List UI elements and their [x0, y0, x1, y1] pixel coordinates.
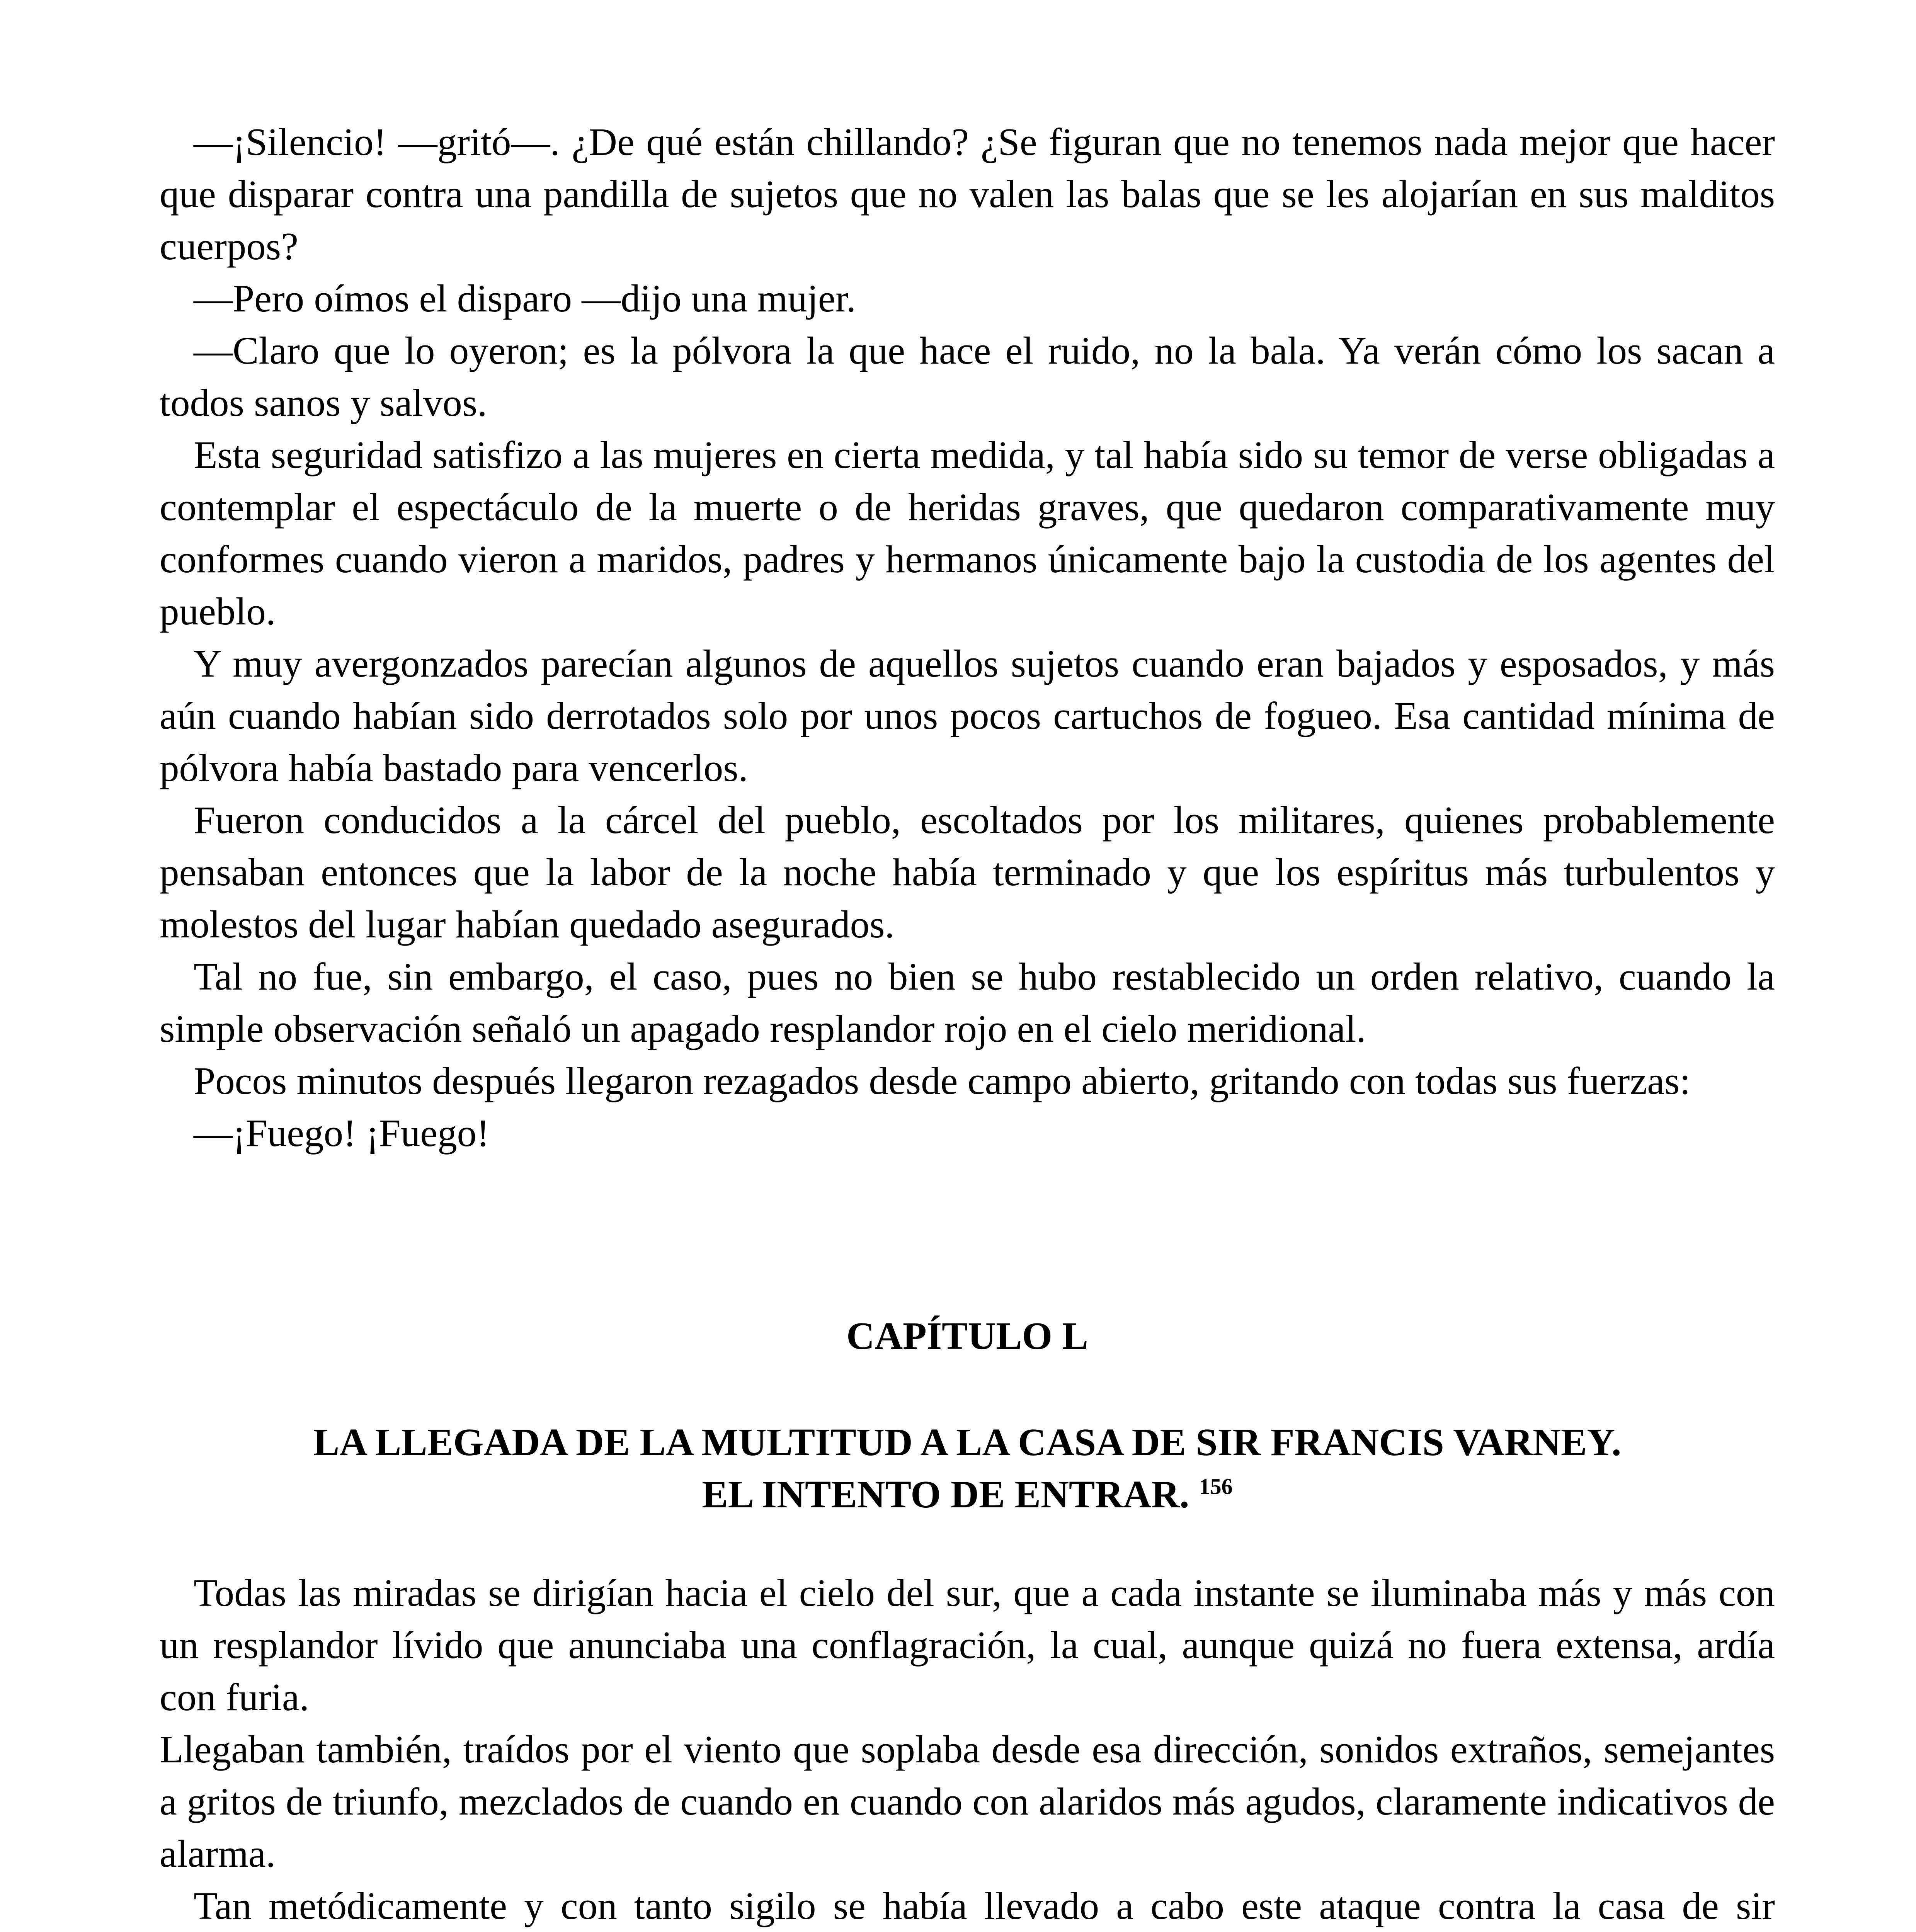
paragraph: Tan metódicamente y con tanto sigilo se había llevado a cabo este ataque contra la casa de sir: [194, 1884, 1775, 1927]
paragraph: Todas las miradas se dirigían hacia el cielo del sur, que a cada instante se iluminaba más y más con un resplandor lívido que anunciaba una conflagración, la cual, aunque quizá no fuera extensa, ardía con furia.: [160, 1571, 1775, 1719]
paragraph: —¡Fuego! ¡Fuego!: [194, 1111, 490, 1155]
paragraph: Fueron conducidos a la cárcel del pueblo, escoltados por los militares, quienes probablemente pensaban entonces que la labor de la noche había terminado y que los espíritus más turbulentos y molestos del lugar habían quedado asegurados.: [160, 798, 1775, 946]
paragraph: —Claro que lo oyeron; es la pólvora la que hace el ruido, no la bala. Ya verán cómo los sacan a todos sanos y salvos.: [160, 329, 1775, 424]
paragraph: —¡Silencio! —gritó—. ¿De qué están chillando? ¿Se figuran que no tenemos nada mejor que hacer que disparar contra una pandilla de sujetos que no valen las balas que se les alojarían en sus malditos cuerpos?: [160, 120, 1775, 268]
body-text-part-1: [160, 116, 1775, 1159]
chapter-title-line-2: [160, 1468, 1775, 1520]
paragraph: —Pero oímos el disparo —dijo una mujer.: [194, 277, 856, 320]
chapter-number: CAPÍTULO L: [846, 1314, 1088, 1357]
chapter-title-line-2-text: EL INTENTO DE ENTRAR.: [702, 1473, 1189, 1516]
paragraph: Pocos minutos después llegaron rezagados desde campo abierto, gritando con todas sus fuerzas:: [194, 1059, 1691, 1102]
body-text-part-2: [160, 1567, 1775, 1932]
paragraph: Tal no fue, sin embargo, el caso, pues no bien se hubo restablecido un orden relativo, cuando la simple observación señaló un apagado resplandor rojo en el cielo meridional.: [160, 955, 1775, 1050]
paragraph: Llegaban también, traídos por el viento que soplaba desde esa dirección, sonidos extraños, semejantes a gritos de triunfo, mezclados de cuando en cuando con alaridos más agudos, claramente indicativos de alarma.: [160, 1728, 1775, 1875]
paragraph: Esta seguridad satisfizo a las mujeres en cierta medida, y tal había sido su temor de verse obligadas a contemplar el espectáculo de la muerte o de heridas graves, que quedaron comparativamente muy conformes cuando vieron a maridos, padres y hermanos únicamente bajo la custodia de los agentes del pueblo.: [160, 433, 1775, 633]
footnote-reference[interactable]: 156: [1199, 1474, 1233, 1499]
chapter-title-line-1: LA LLEGADA DE LA MULTITUD A LA CASA DE SIR FRANCIS VARNEY.: [313, 1420, 1622, 1464]
paragraph: Y muy avergonzados parecían algunos de aquellos sujetos cuando eran bajados y esposados, y más aún cuando habían sido derrotados solo por unos pocos cartuchos de fogueo. Esa cantidad mínima de pólvora había bastado para vencerlos.: [160, 642, 1775, 789]
chapter-title: [160, 1416, 1775, 1520]
